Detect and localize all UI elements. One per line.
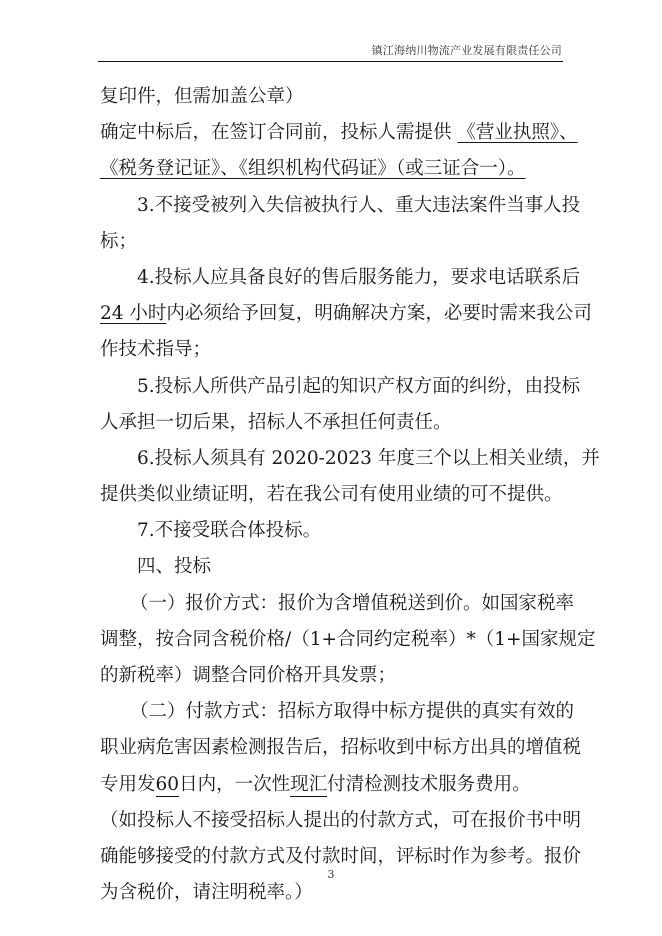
section-heading-bidding (100, 549, 565, 585)
requirement-7 (100, 513, 565, 549)
text-line (100, 151, 565, 187)
requirement-5 (100, 369, 581, 405)
payment-days-blank: 60 (155, 773, 180, 795)
payment-method (100, 694, 575, 730)
header-company-name: 镇江海纳川物流产业发展有限责任公司 (371, 44, 562, 57)
text-span: 日内，一次性 (179, 773, 291, 795)
text-span: 5.投标人所供产品引起的知识产权方面的纠纷，由投标 (137, 375, 581, 397)
text-line (100, 115, 578, 151)
underlined-certificate-list: 《税务登记证》、《组织机构代码证》（或三证合一）。 (100, 158, 526, 180)
text-span: 确定中标后，在签订合同前，投标人需提供 (100, 122, 458, 144)
text-line (100, 477, 565, 513)
text-span: 职业病危害因素检测报告后，招标收到中标方出具的增值税 (100, 737, 582, 759)
text-span: 确能够接受的付款方式及付款时间，评标时作为参考。报价 (100, 845, 582, 867)
section-heading: 四、投标 (137, 556, 212, 578)
text-span: （如投标人不接受招标人提出的付款方式，可在报价书中明 (100, 809, 582, 831)
text-span: 付清检测技术服务费用。 (327, 773, 531, 795)
text-line (100, 730, 582, 766)
text-line (100, 658, 565, 694)
quote-method (100, 586, 575, 622)
text-span: 内必须给予回复，明确解决方案，必要时需来我公司 (166, 303, 592, 325)
text-span: 人承担一切后果，招标人不承担任何责任。 (100, 411, 452, 433)
text-span: 6.投标人须具有 2020-2023 年度三个以上相关业绩，并 (137, 447, 600, 469)
text-span: 专用发 (100, 773, 156, 795)
requirement-3 (100, 188, 581, 224)
text-span: 复印件，但需加盖公章） (100, 86, 304, 107)
text-span: 为含税价，请注明税率。） (100, 882, 313, 904)
text-span: 调整，按合同含税价格/（1+合同约定税率）*（1+国家规定 (100, 628, 596, 650)
requirement-4 (100, 260, 581, 296)
text-span: 标； (100, 230, 138, 252)
text-line (100, 803, 582, 839)
payment-method-blank: 现汇 (290, 773, 328, 795)
underlined-response-time: 24 小时 (100, 303, 167, 325)
page-header (98, 44, 563, 62)
text-line (100, 224, 565, 260)
text-span: 作技术指导； (100, 339, 212, 361)
page-number-text: 3 (327, 868, 335, 881)
text-span: （一）报价方式：报价为含增值税送到价。如国家税率 (130, 592, 575, 614)
text-line (100, 79, 565, 115)
text-span: 4.投标人应具备良好的售后服务能力，要求电话联系后 (137, 266, 581, 288)
text-line (100, 332, 565, 368)
text-line (100, 405, 565, 441)
text-line (100, 622, 596, 658)
page-number (0, 868, 662, 881)
text-span: 3.不接受被列入失信被执行人、重大违法案件当事人投 (137, 194, 581, 216)
requirement-6 (100, 441, 600, 477)
text-span: 的新税率）调整合同价格开具发票； (100, 665, 397, 686)
text-line (100, 767, 565, 803)
underlined-certificate-list: 《营业执照》、 (457, 122, 578, 144)
text-span: （二）付款方式：招标方取得中标方提供的真实有效的 (130, 701, 575, 723)
text-span: 7.不接受联合体投标。 (137, 520, 322, 542)
text-line (100, 296, 592, 332)
document-body (100, 79, 600, 911)
text-span: 提供类似业绩证明，若在我公司有使用业绩的可不提供。 (100, 484, 563, 506)
